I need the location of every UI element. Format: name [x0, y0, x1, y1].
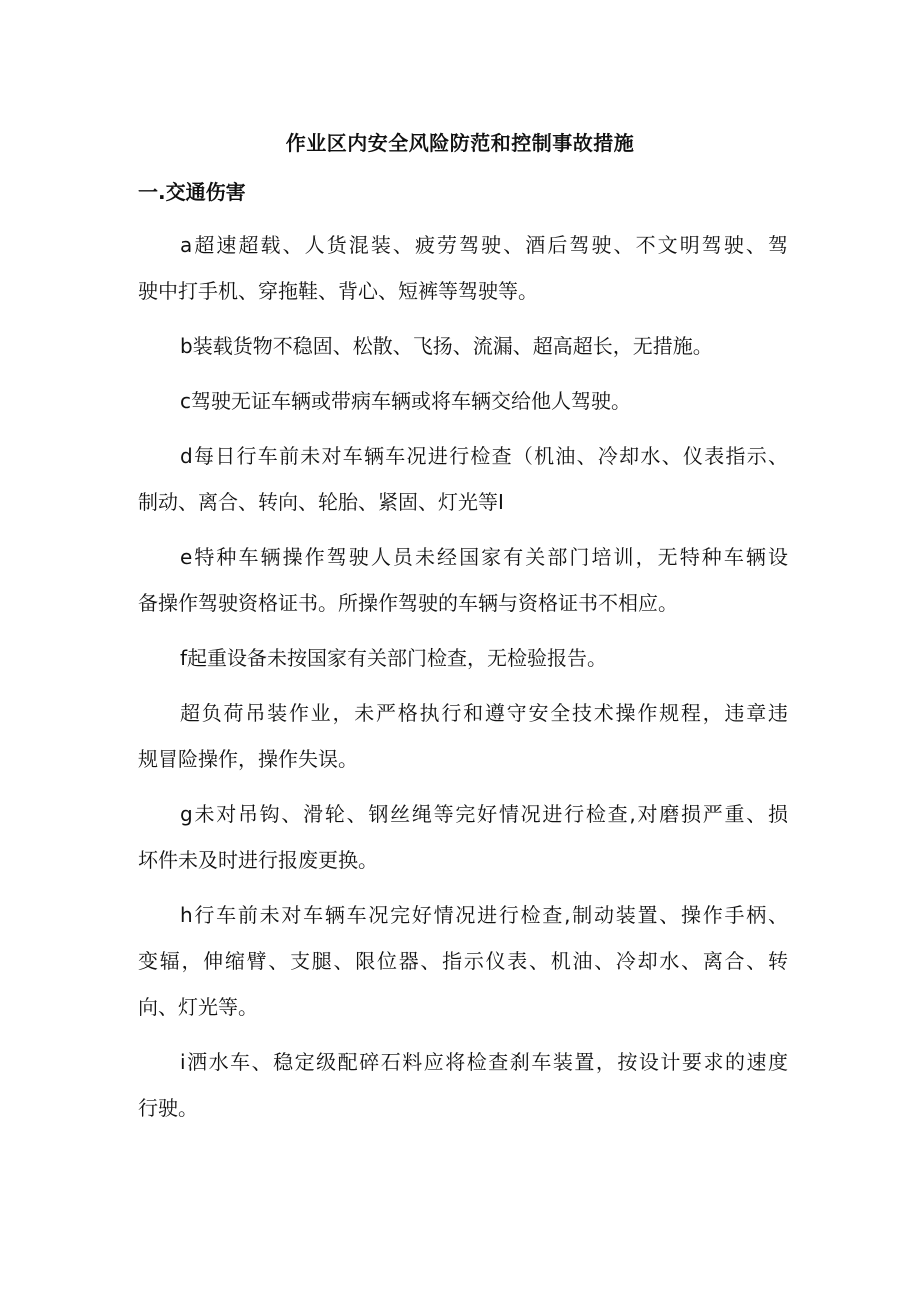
paragraph-line: f起重设备未按国家有关部门检查，无检验报告。 — [180, 646, 608, 670]
paragraph — [138, 690, 788, 782]
paragraph-line: 向、灯光等。 — [138, 995, 258, 1019]
document-body — [138, 222, 788, 1140]
paragraph-line: g未对吊钩、滑轮、钢丝绳等完好情况进行检查,对磨损严重、损 — [180, 802, 788, 826]
paragraph-line: 规冒险操作，操作失误。 — [138, 747, 358, 771]
paragraph-line: 坏件未及时进行报废更换。 — [138, 848, 378, 872]
paragraph — [138, 791, 788, 883]
paragraph-line: b装载货物不稳固、松散、飞扬、流漏、超高超长，无措施。 — [180, 334, 713, 358]
paragraph — [138, 635, 788, 681]
paragraph — [138, 534, 788, 626]
paragraph — [138, 433, 788, 525]
paragraph-line: 变辐，伸缩臂、支腿、限位器、指示仪表、机油、冷却水、离合、转 — [138, 949, 788, 973]
paragraph-line: a超速超载、人货混装、疲劳驾驶、酒后驾驶、不文明驾驶、驾 — [180, 233, 788, 257]
paragraph — [138, 892, 788, 1030]
paragraph — [138, 378, 788, 424]
paragraph-line: 驶中打手机、穿拖鞋、背心、短裤等驾驶等。 — [138, 279, 538, 303]
paragraph-line: i洒水车、稳定级配碎石料应将检查刹车装置，按设计要求的速度 — [180, 1050, 788, 1074]
paragraph-line: 制动、离合、转向、轮胎、紧固、灯光等I — [138, 490, 504, 514]
paragraph-line: 超负荷吊装作业，未严格执行和遵守安全技术操作规程，违章违 — [180, 701, 788, 725]
paragraph-line: e特种车辆操作驾驶人员未经国家有关部门培训，无特种车辆设 — [180, 545, 788, 569]
paragraph-line: c驾驶无证车辆或带病车辆或将车辆交给他人驾驶。 — [180, 389, 631, 413]
paragraph-line: d每日行车前未对车辆车况进行检查（机油、冷却水、仪表指示、 — [180, 444, 788, 468]
paragraph-line: 备操作驾驶资格证书。所操作驾驶的车辆与资格证书不相应。 — [138, 591, 678, 615]
paragraph-line: 行驶。 — [138, 1096, 198, 1120]
paragraph — [138, 323, 788, 369]
section-heading: 一.交通伤害 — [138, 180, 246, 204]
paragraph-line: h行车前未对车辆车况完好情况进行检查,制动装置、操作手柄、 — [180, 903, 788, 927]
document-title: 作业区内安全风险防范和控制事故措施 — [285, 131, 635, 155]
paragraph — [138, 1039, 788, 1131]
paragraph — [138, 222, 788, 314]
